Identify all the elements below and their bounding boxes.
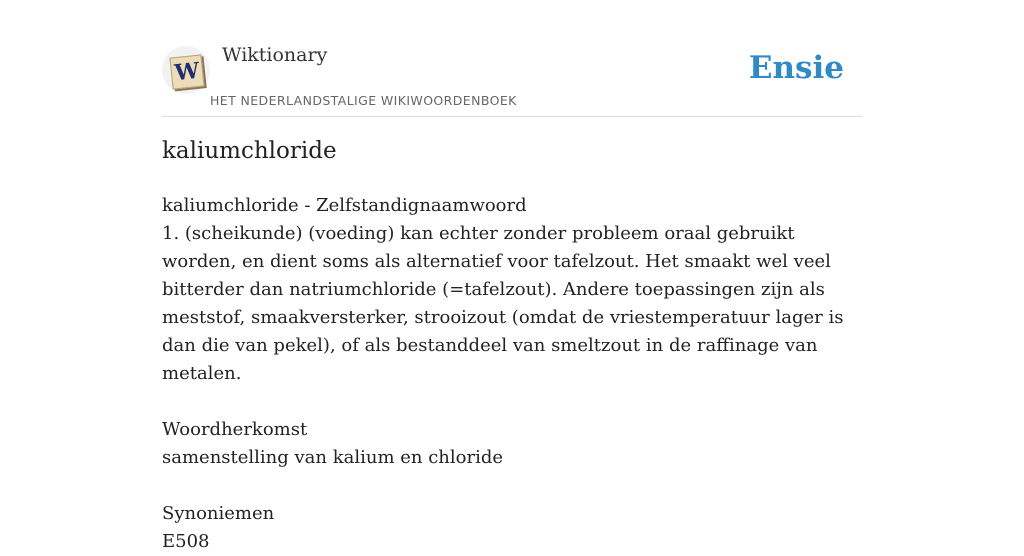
entry-definition: 1. (scheikunde) (voeding) kan echter zonder probleem oraal gebruikt worden, en dient soms als alternatief voor tafelzout. Het smaakt wel veel bitterder dan natriumchloride (=tafelzout). Andere toepassingen zijn als meststof, smaakversterker, strooizout (omdat de vriestemperatuur lager is dan die van pekel), of als bestanddeel van smeltzout in de raffinage van metalen. [162, 223, 844, 384]
synonyms-label: Synoniemen [162, 503, 275, 524]
ensie-brand-link[interactable]: Ensie [748, 50, 844, 86]
spacer [162, 388, 862, 416]
site-header [162, 0, 862, 117]
site-name[interactable]: Wiktionary [222, 44, 328, 66]
entry-heading-line: kaliumchloride - Zelfstandignaamwoord [162, 195, 527, 216]
etymology-label: Woordherkomst [162, 419, 308, 440]
synonyms-text: E508 [162, 531, 210, 552]
spacer [162, 472, 862, 500]
wiktionary-logo[interactable] [162, 46, 210, 94]
entry-content [162, 192, 862, 556]
page-title: kaliumchloride [162, 138, 337, 164]
site-tagline: HET NEDERLANDSTALIGE WIKIWOORDENBOEK [210, 93, 517, 108]
etymology-text: samenstelling van kalium en chloride [162, 447, 504, 468]
wiktionary-logo-tile: W [169, 54, 204, 89]
